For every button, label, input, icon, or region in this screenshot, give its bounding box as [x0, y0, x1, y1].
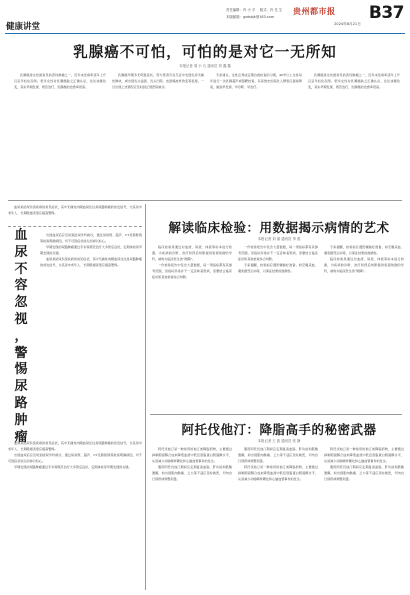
article-3-column-3: [324, 446, 404, 590]
article-3-paragraph-1: 阿托伐他汀是一种常用的他汀类降脂药物，主要通过抑制胆固醇合成来降低血液中低密度脂蛋白胆固醇水平，从而减少动脉粥样硬化和心脑血管事件的发生。: [152, 447, 232, 463]
article-2-paragraph-1: 临床检验是通过对血液、尿液、体液等标本进行检测，为疾病的诊断、治疗和预后判断提供客观依据的学科，被称为临床医生的“眼睛”。: [152, 245, 232, 261]
article-4-intro-rule: [8, 226, 142, 227]
article-4-paragraph-3-continued: 早期发现的尿路肿瘤通过手术等规范治疗大多预后良好，定期体检是早期发现的关键。: [14, 465, 132, 469]
article-2-bottom-rule: [150, 414, 402, 415]
article-4-paragraph-2: 出现血尿后应及时到泌尿外科就诊，通过尿常规、超声、CT及膀胱镜等检查明确病因，切不可因症状消失而掉以轻心。: [40, 233, 142, 243]
email-line: 本版邮箱：gzdsbjk@163.com: [226, 15, 275, 19]
article-1-column-4: [308, 72, 400, 196]
article-3-paragraph-2-repeat: 服用阿托伐他汀期间应定期复查血脂、肝功能和肌酸激酶，如出现肌肉酸痛、乏力等不适应及时就医，切勿自行停药或调整剂量。: [324, 465, 404, 481]
masthead: [0, 0, 410, 38]
article-3-column-2: [238, 446, 318, 590]
article-3-paragraph-2-continued: 服用阿托伐他汀期间应定期复查血脂、肝功能和肌酸激酶，如出现肌肉酸痛、乏力等不适应及时就医，切勿自行停药或调整剂量。: [238, 447, 318, 463]
article-2-column-1: [152, 244, 232, 412]
paper-name: 贵州都市报: [293, 6, 336, 16]
headline-char: 忽: [14, 295, 28, 311]
headline-char: 尿: [14, 379, 28, 395]
page-date: 2024年8月21日: [334, 22, 361, 26]
article-1-byline: 本报记者 周 小 凡 通讯员 刘 鑫 鑫: [179, 64, 231, 68]
article-2-headline: 解读临床检验：用数据揭示病情的艺术: [168, 220, 390, 235]
page-number: B37: [368, 3, 404, 23]
article-1-headline: 乳腺癌不可怕，可怕的是对它一无所知: [73, 45, 337, 61]
article-4-intro: [8, 204, 142, 224]
article-4-paragraph-1: 血尿是泌尿系统疾病的常见症状，其中无痛性肉眼血尿往往是尿路肿瘤的首发信号，尤其是中老年人、长期吸烟者更应提高警惕。: [40, 257, 142, 267]
article-4-column-1: [40, 232, 142, 432]
headline-char: 视: [14, 311, 28, 327]
headline-char: ，: [14, 328, 28, 344]
article-4-paragraph-3: 早期发现的尿路肿瘤通过手术等规范治疗大多预后良好，定期体检是早期发现的关键。: [40, 245, 142, 255]
article-4-paragraph-1-continued: 血尿是泌尿系统疾病的常见症状，其中无痛性肉眼血尿往往是尿路肿瘤的首发信号，尤其是中老年人、长期吸烟者更应提高警惕。: [8, 441, 142, 451]
article-3-headline: 阿托伐他汀：降脂高手的秘密武器: [181, 422, 377, 437]
article-2-column-2: [238, 244, 318, 412]
article-4-vertical-headline: [12, 228, 30, 446]
article-2-paragraph-2-continued: 一份检验报告中包含大量数据，每一项指标都有其参考范围，但指标异常并不一定意味着患病，需要结合临床症状和其他检查综合判断。: [238, 245, 318, 261]
article-1-paragraph-1-continued: 乳腺癌是女性最常见的恶性肿瘤之一，近年来发病率逐年上升且呈年轻化趋势。很多女性对乳腺癌缺乏正确认识，往往谈癌色变，其实早期发现、规范治疗，乳腺癌的治愈率很高。: [308, 73, 400, 89]
editor-line: 责任编辑：肖 小 平 版式：肖 先 生: [226, 8, 283, 12]
headline-char: 惕: [14, 362, 28, 378]
article-3-paragraph-2: 服用阿托伐他汀期间应定期复查血脂、肝功能和肌酸激酶，如出现肌肉酸痛、乏力等不适应及时就医，切勿自行停药或调整剂量。: [152, 465, 232, 481]
article-4-intro-paragraph: 血尿是泌尿系统疾病的常见症状，其中无痛性肉眼血尿往往是尿路肿瘤的首发信号，尤其是中老年人、长期吸烟者更应提高警惕。: [8, 205, 142, 215]
article-2-paragraph-1-continued: 临床检验是通过对血液、尿液、体液等标本进行检测，为疾病的诊断、治疗和预后判断提供客观依据的学科，被称为临床医生的“眼睛”。: [324, 257, 404, 273]
headline-char: 尿: [14, 244, 28, 260]
article-2-paragraph-2: 一份检验报告中包含大量数据，每一项指标都有其参考范围，但指标异常并不一定意味着患病，需要结合临床症状和其他检查综合判断。: [152, 263, 232, 279]
headline-char: 容: [14, 278, 28, 294]
article-3-column-1: [152, 446, 232, 590]
article-2-column-3: [324, 244, 404, 412]
article-4-column-2: [8, 440, 142, 590]
headline-char: 肿: [14, 412, 28, 428]
section-name: 健康讲堂: [6, 22, 41, 32]
left-column-rule: [145, 204, 146, 590]
headline-char: 不: [14, 261, 28, 277]
article-1-paragraph-3: 专家建议，女性应养成定期自我检查的习惯，40岁以上女性每年进行一次乳腺超声或钼靶检查，有家族史的高危人群更应提前筛查，做到早发现、早诊断、早治疗。: [210, 73, 302, 89]
headline-char: 路: [14, 395, 28, 411]
article-1-bottom-rule: [8, 200, 402, 201]
headline-char: 血: [14, 228, 28, 243]
article-3-paragraph-1-repeat: 阿托伐他汀是一种常用的他汀类降脂药物，主要通过抑制胆固醇合成来降低血液中低密度脂蛋白胆固醇水平，从而减少动脉粥样硬化和心脑血管事件的发生。: [324, 447, 404, 463]
article-2-byline: 本报记者 刘 丽 通讯员 李 燕: [257, 237, 301, 241]
article-1-column-1: [14, 72, 106, 196]
article-1-column-2: [112, 72, 204, 196]
headline-char: 瘤: [14, 429, 28, 445]
article-1-paragraph-1: 乳腺癌是女性最常见的恶性肿瘤之一，近年来发病率逐年上升且呈年轻化趋势。很多女性对乳腺癌缺乏正确认识，往往谈癌色变，其实早期发现、规范治疗，乳腺癌的治愈率很高。: [14, 73, 106, 89]
article-2-paragraph-3: 专家提醒，检验前应遵医嘱做好准备，如空腹采血、避免剧烈运动等，以保证结果的准确性。: [238, 263, 318, 273]
article-3-byline: 本报记者 王 波 通讯员 张 静: [257, 439, 301, 443]
headline-char: 警: [14, 345, 28, 361]
article-1-paragraph-2: 乳腺癌早期多无明显症状，部分患者可在无意中发现乳房无痛性肿块，或出现乳头溢液、乳头凹陷、皮肤橘皮样改变等表现，一旦出现上述情况应及时到正规医院就诊。: [112, 73, 204, 89]
header-rule: [5, 33, 405, 34]
article-1-column-3: [210, 72, 302, 196]
article-4-paragraph-2-continued: 出现血尿后应及时到泌尿外科就诊，通过尿常规、超声、CT及膀胱镜等检查明确病因，切不可因症状消失而掉以轻心。: [8, 453, 142, 463]
article-3-paragraph-1-continued: 阿托伐他汀是一种常用的他汀类降脂药物，主要通过抑制胆固醇合成来降低血液中低密度脂蛋白胆固醇水平，从而减少动脉粥样硬化和心脑血管事件的发生。: [238, 465, 318, 481]
article-2-paragraph-3-continued: 专家提醒，检验前应遵医嘱做好准备，如空腹采血、避免剧烈运动等，以保证结果的准确性。: [324, 245, 404, 255]
